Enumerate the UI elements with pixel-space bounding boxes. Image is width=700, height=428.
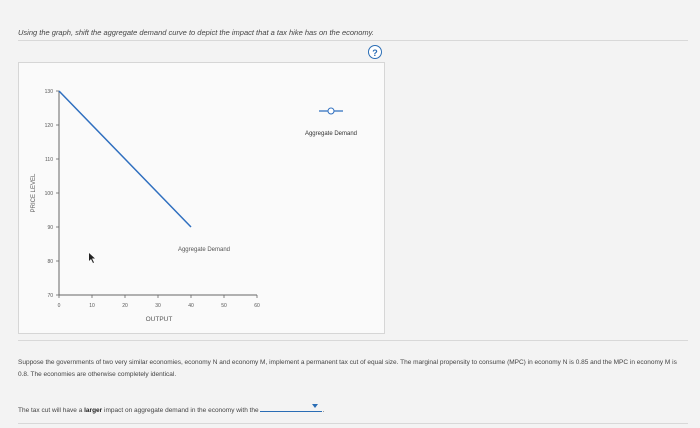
graph-panel[interactable] (18, 62, 385, 334)
y-tick-label: 100 (44, 191, 53, 197)
x-tick-label: 50 (221, 303, 227, 309)
y-tick-label: 70 (47, 293, 53, 299)
legend[interactable] (305, 108, 357, 137)
economy-dropdown[interactable] (260, 402, 325, 414)
x-tick-label: 60 (254, 303, 260, 309)
chevron-down-icon (312, 404, 318, 408)
aggregate-demand-curve[interactable] (59, 91, 191, 227)
x-tick-label: 40 (188, 303, 194, 309)
x-tick-label: 0 (57, 303, 61, 309)
legend-label: Aggregate Demand (304, 131, 358, 137)
y-tick-label: 120 (44, 123, 53, 129)
y-axis-label: PRICE LEVEL (31, 173, 37, 213)
x-tick-label: 10 (89, 303, 95, 309)
cursor-icon (89, 253, 95, 263)
x-tick-label: 20 (122, 303, 128, 309)
y-tick-label: 90 (47, 225, 53, 231)
question-prompt: Using the graph, shift the aggregate demand curve to depict the impact that a tax hike has on the economy. (18, 28, 374, 37)
x-tick-label: 30 (155, 303, 161, 309)
y-tick-label: 110 (45, 157, 53, 163)
answer-bold: larger (84, 407, 103, 414)
divider-mid (18, 340, 688, 341)
answer-prefix: The tax cut will have a (18, 407, 85, 414)
x-axis-label: OUTPUT (145, 316, 173, 323)
answer-trailing: . (322, 407, 325, 414)
y-tick-label: 130 (44, 89, 53, 95)
legend-marker[interactable] (328, 108, 334, 114)
ad-curve-label: Aggregate Demand (177, 247, 231, 253)
y-tick-label: 80 (47, 259, 53, 265)
divider-bottom (18, 423, 688, 424)
divider-top (18, 40, 688, 41)
help-button[interactable]: ? (368, 45, 382, 59)
answer-sentence (18, 402, 324, 417)
question-paragraph: Suppose the governments of two very similar economies, economy N and economy M, implement a permanent tax cut of equal size. The marginal propensity to consume (MPC) in economy N is 0.85 and the MPC in economy M is 0.8. The economies are otherwise completely identical. (18, 359, 677, 378)
chart-canvas[interactable] (19, 63, 384, 333)
answer-suffix: impact on aggregate demand in the economy with the (102, 407, 259, 414)
